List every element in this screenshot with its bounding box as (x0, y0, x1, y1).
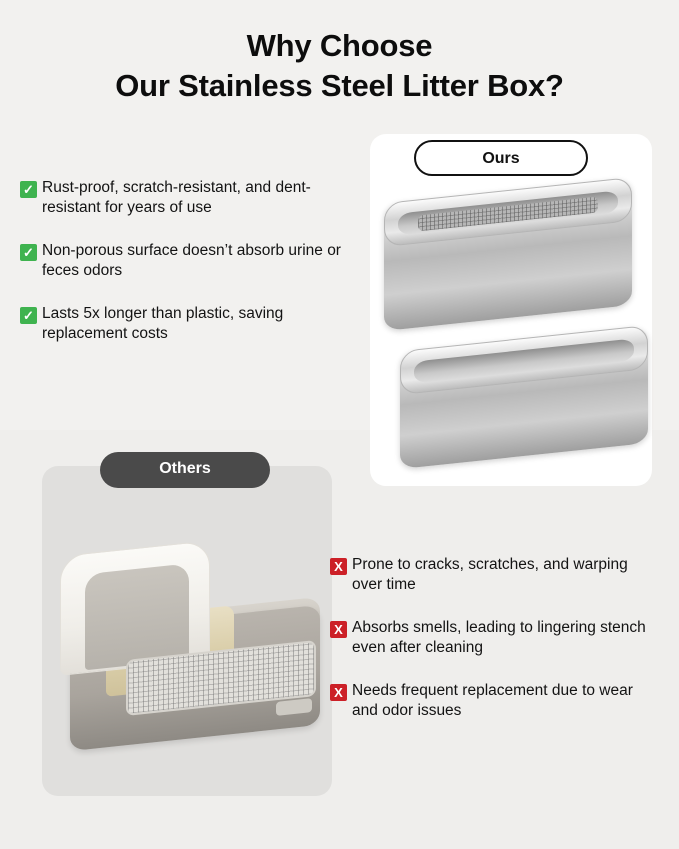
list-item (330, 555, 660, 596)
page-title-line1: Why Choose (246, 28, 433, 63)
steel-box-bottom (400, 325, 648, 469)
check-icon: ✓ (20, 307, 37, 324)
ours-panel (370, 134, 652, 486)
con-text: Prone to cracks, scratches, and warping over time (352, 556, 628, 594)
list-item (20, 178, 350, 219)
pro-text: Lasts 5x longer than plastic, saving replacement costs (42, 304, 284, 343)
con-text: Needs frequent replacement due to wear and odor issues (352, 681, 633, 720)
steel-box-top (384, 177, 632, 331)
cross-icon: X (330, 621, 347, 638)
label-others: Others (100, 452, 270, 488)
pro-text: Rust-proof, scratch-resistant, and dent-resistant for years of use (42, 179, 311, 217)
list-item (330, 681, 660, 722)
list-item (330, 618, 660, 659)
pro-text: Non-porous surface doesn’t absorb urine or feces odors (42, 241, 341, 280)
cons-list (330, 555, 660, 744)
cross-icon: X (330, 684, 347, 701)
page-title-line2: Our Stainless Steel Litter Box? (115, 67, 564, 103)
check-icon: ✓ (20, 244, 37, 261)
check-icon: ✓ (20, 181, 37, 198)
pros-list (20, 178, 350, 367)
stainless-steel-litter-box-image (372, 180, 652, 480)
con-text: Absorbs smells, leading to lingering stench even after cleaning (352, 618, 646, 657)
list-item (20, 304, 350, 345)
plastic-litter-box-image (48, 540, 338, 790)
cross-icon: X (330, 558, 347, 575)
list-item (20, 241, 350, 282)
label-ours: Ours (414, 140, 588, 176)
page-title (0, 26, 679, 105)
